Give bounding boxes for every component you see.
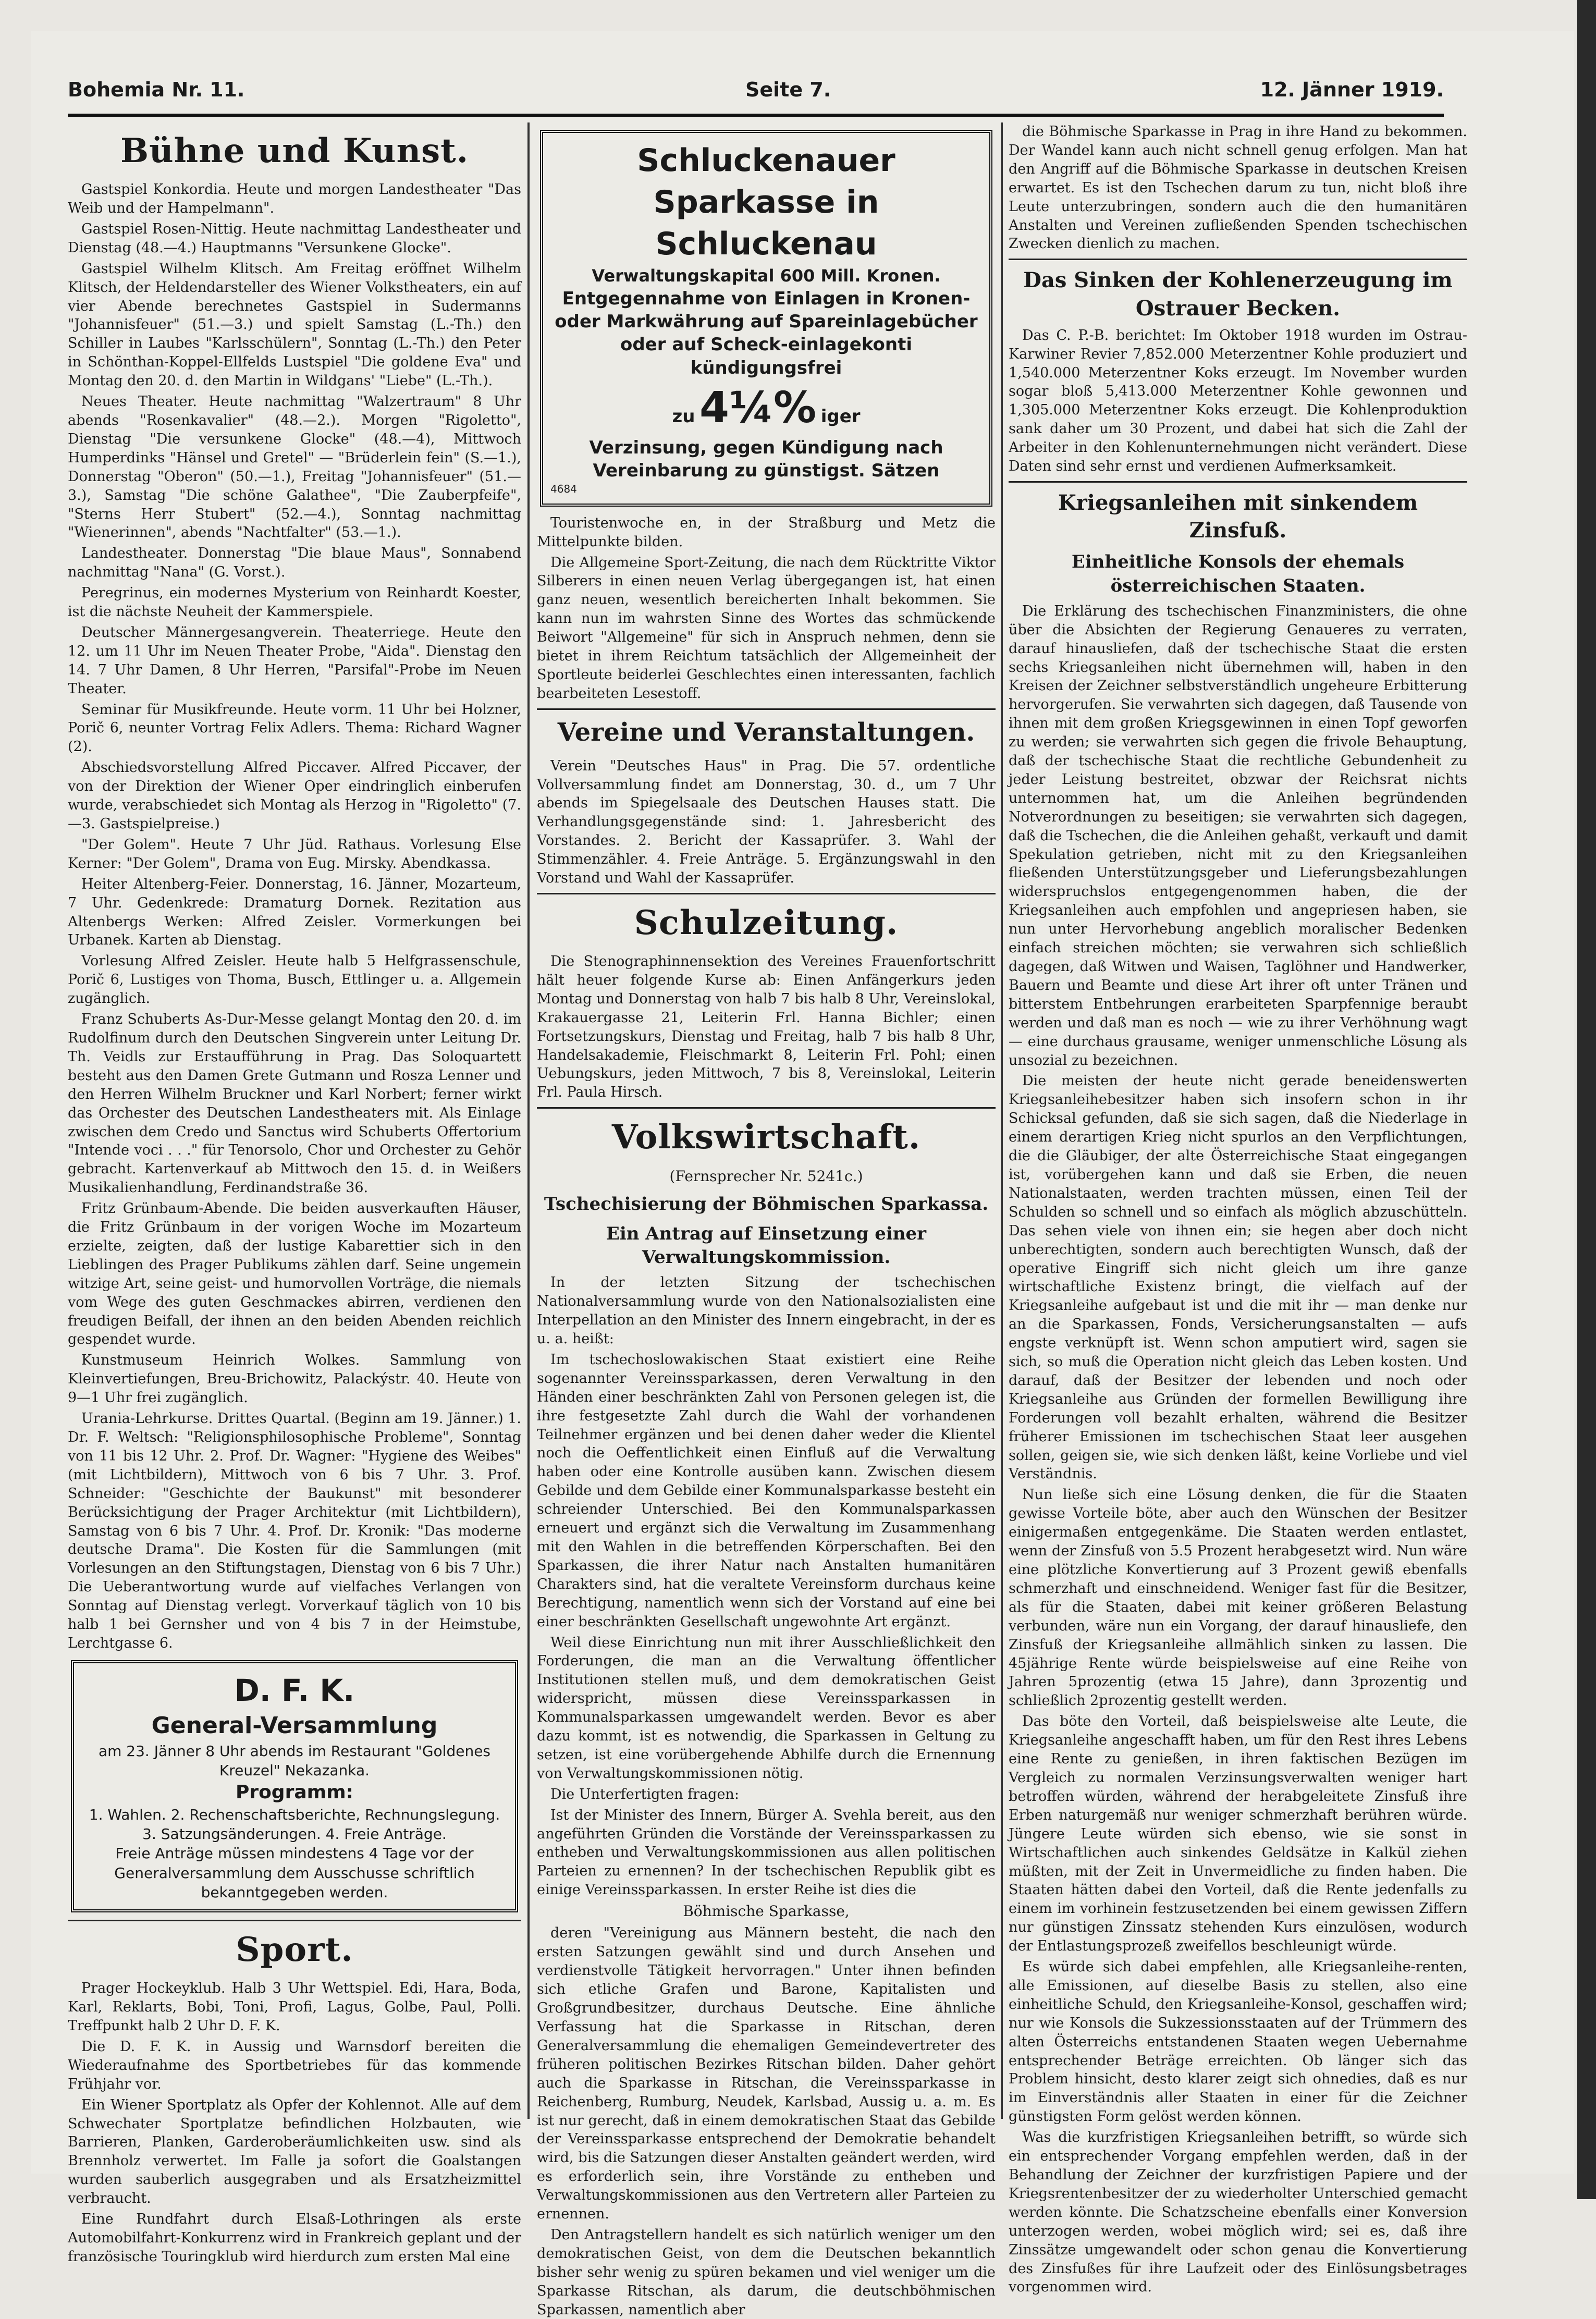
section-heading: Sport. bbox=[236, 1930, 353, 1970]
article-paragraph: Das böte den Vorteil, daß beispielsweise alte Leute, die Kriegsanleihe angeschafft haben, um für den Rest ihres Lebens eine Rente zu genießen, in ihren faktischen Bezügen im Vergleich zu normalen Verzinsungsverwalten weniger hart betroffen würden, während der herabgeleitete Zinsfuß ihre Erben naturgemäß nur weniger schmerzhaft berühren würde. Jüngere Leute würden sich ebenso, wie sie sonst in Wirtschaftlichen auch sinkendes Geldsätze in Kalkül ziehen müßten, mit der Zeit in Unvermeidliche zu finden haben. Die Staaten hätten dabei den Vorteil, daß die Rente jedenfalls zu einem im vorhinein festzusetzenden bei einem gewissen Ziffern nur günstigen Zinssatz stehenden Kurs einzulösen, wodurch der Entlastungsprozeß zweifellos beschleunigt würde. bbox=[1009, 1713, 1467, 1955]
article-paragraph: Franz Schuberts As-Dur-Messe gelangt Montag den 20. d. im Rudolfinum durch den Deutschen Singverein unter Leitung Dr. Th. Veidls zur Erstaufführung in Prag. Das Soloquartett besteht aus den Damen Grete Gutmann und Rosza Lenner und den Herren Wilhelm Bruckner und Karl Norbert; ferner wirkt das Orchester des Deutschen Landestheaters mit. Als Einlage zwischen dem Credo und Sanctus wird Schuberts Offertorium "Intende voci . . ." für Tenorsolo, Chor und Orchester zu Gehör gebracht. Kartenverkauf ab Mittwoch den 15. d. in Weißers Musikalienhandlung, Ferdinandstraße 36. bbox=[68, 1011, 521, 1196]
divider bbox=[1009, 481, 1467, 483]
article-paragraph: die Böhmische Sparkasse in Prag in ihre Hand zu bekommen. Der Wandel kann auch nicht schnell genug erfolgen. Man hat den Angriff auf die Böhmische Sparkasse in deutschen Kreisen erwartet. Es ist den Tschechen darum zu tun, nicht bloß ihre Leute unterzubringen, sondern auch die den humanitären Anstalten und Vereinen zufließenden Spenden tschechischen Zwecken dienlich zu machen. bbox=[1009, 124, 1467, 252]
ad-subtitle: General-Versammlung bbox=[151, 1712, 438, 1739]
article-heading: Kriegsanleihen mit sinkendem Zinsfuß. bbox=[1058, 490, 1418, 543]
section-heading: Vereine und Veranstaltungen. bbox=[557, 717, 975, 747]
article-paragraph: deren "Vereinigung aus Männern besteht, die nach den ersten Satzungen gewählt sind und durch Ansehen und verdienstvolle Tätigkeit hervorragen." Unter ihnen befinden sich etliche Grafen und Barone, Kapitalisten und Großgrundbesitzer, durchaus Deutsche. Eine ähnliche Verfassung hat die Sparkasse in Ritschan, deren Generalversammlung die ehemaligen Gemeindevertreter des früheren politischen Bezirkes Ritschan bilden. Daher gehört auch die Sparkasse in Ritschan, die Vereinssparkasse in Reichenberg, Rumburg, Neudek, Karlsbad, Aussig u. a. m. Es ist nur gerecht, daß in einem demokratischen Staat das Gebilde der Vereinssparkasse entsprechend der Demokratie behandelt wird, bis die Satzungen dieser Anstalten geändert werden, wird es erforderlich sein, ihre Vorstände zu entheben und Verwaltungskommissionen aus den Vertretern aller Parteien zu ernennen. bbox=[537, 1925, 996, 2223]
article-heading: Das Sinken der Kohlenerzeugung im Ostrauer Becken. bbox=[1023, 268, 1453, 321]
article-subheading: Ein Antrag auf Einsetzung einer Verwaltungskommission. bbox=[606, 1223, 927, 1268]
article-paragraph: Abschiedsvorstellung Alfred Piccaver. Alfred Piccaver, der von der Direktion der Wiener Oper eindringlich einberufen wurde, verabschiedet sich Montag als Herzog in "Rigoletto" (7.—3. Gastspielpreise.) bbox=[68, 759, 521, 832]
article-paragraph: In der letzten Sitzung der tschechischen Nationalversammlung wurde von den Nationalsozialisten eine Interpellation an den Minister des Innern eingebracht, in der es u. a. heißt: bbox=[537, 1274, 996, 1347]
ad-title: Schluckenauer Sparkasse in Schluckenau bbox=[637, 142, 895, 262]
article-paragraph: Prager Hockeyklub. Halb 3 Uhr Wettspiel. Edi, Hara, Boda, Karl, Reklarts, Bobi, Toni, Profi, Lagus, Golbe, Paul, Polli. Treffpunkt halb 2 Uhr D. F. K. bbox=[68, 1980, 521, 2034]
article-paragraph: Im tschechoslowakischen Staat existiert eine Reihe sogenannter Vereinssparkassen, deren Verwaltung in den Händen einer beschränkten Zahl von Personen gelegen ist, die ihre festgesetzte Zahl durch die Wahl der vorhandenen Teilnehmer ergänzen und bei denen daher weder die Klientel noch die Oeffentlichkeit einen Einfluß auf die Verwaltung haben oder eine Kontrolle ausüben kann. Zwischen diesem Gebilde und dem Gebilde einer Kommunalsparkasse besteht ein schreiender Unterschied. Bei den Kommunalsparkassen erneuert und ergänzt sich die Verwaltung im Zusammenhang mit den Wahlen in die betreffenden Körperschaften. Bei den Sparkassen, die ihrer Natur nach Anstalten humanitären Charakters sind, hat die veraltete Vereinsform durchaus keine Berechtigung, namentlich wenn sich der Vorstand auf eine bei einer beschränkten Gesellschaft ungewohnte Art ergänzt. bbox=[537, 1351, 996, 1630]
article-paragraph: Die Unterfertigten fragen: bbox=[550, 1786, 739, 1802]
ad-line: am 23. Jänner 8 Uhr abends im Restaurant "Goldenes Kreuzel" Nekazanka. bbox=[98, 1742, 491, 1779]
article-paragraph: Neues Theater. Heute nachmittag "Walzertraum" 8 Uhr abends "Rosenkavalier" (48.—2.). Morgen "Rigoletto", Dienstag "Die versunkene Glocke" (48.—4), Mittwoch Humperdinks "Hänsel und Gretel" — "Brüderlein fein" (S.—1.), Donnerstag "Oberon" (50.—1.), Freitag "Johannisfeuer" (51.—3.), Samstag "Die schöne Galathee", "Die Zauberpfeife", "Sterns Herr Stubert" (52.—4.), Sonntag nachmittag "Wienerinnen", abends "Nachtfalter" (53.—1.). bbox=[68, 394, 521, 541]
article-paragraph: Kunstmuseum Heinrich Wolkes. Sammlung von Kleinvertiefungen, Breu-Brichowitz, Palackýstr. 40. Heute von 9—1 Uhr frei zugänglich. bbox=[68, 1352, 521, 1406]
ad-title: D. F. K. bbox=[234, 1672, 355, 1708]
article-paragraph: Die D. F. K. in Aussig und Warnsdorf bereiten die Wiederaufnahme des Sportbetriebes für das kommende Frühjahr vor. bbox=[68, 2038, 521, 2092]
header-rule bbox=[68, 114, 1444, 117]
ad-rate-prefix: zu bbox=[672, 406, 695, 427]
article-paragraph: Urania-Lehrkurse. Drittes Quartal. (Beginn am 19. Jänner.) 1. Dr. F. Weltsch: "Religionsphilosophische Probleme", Sonntag von 11 bis 12 Uhr. 2. Prof. Dr. Wagner: "Hygiene des Weibes" (mit Lichtbildern), Mittwoch von 6 bis 7 Uhr. 3. Prof. Schneider: "Geschichte der Baukunst" mit besonderer Berücksichtigung der Prager Architektur (mit Lichtbildern), Samstag von 6 bis 7 Uhr. 4. Prof. Dr. Kronik: "Das moderne deutsche Drama". Die Kosten für die Sammlungen (mit Vorlesungen an den Stiftungstagen, Dienstag von 6 bis 7 Uhr.) Die Ueberantwortung wurde auf vielfaches Verlangen von Sonntag auf Dienstag verlegt. Vorverkauf täglich von 10 bis halb 1 bei Gernsher und von 4 bis 7 in der Heimstube, Lerchtgasse 6. bbox=[68, 1410, 521, 1651]
article-paragraph: Deutscher Männergesangverein. Theaterriege. Heute den 12. um 11 Uhr im Neuen Theater Probe, "Aida". Dienstag den 14. 7 Uhr Damen, 8 Uhr Herren, "Parsifal"-Probe im Neuen Theater. bbox=[68, 624, 521, 697]
article-paragraph: Gastspiel Konkordia. Heute und morgen Landestheater "Das Weib und der Hampelmann". bbox=[68, 181, 521, 217]
article-paragraph: Den Antragstellern handelt es sich natürlich weniger um den demokratischen Geist, von dem die Deutschen bekanntlich bisher sehr wenig zu spüren bekamen und viel weniger um die Sparkasse Ritschan, als darum, die deutschböhmischen Sparkassen, namentlich aber bbox=[537, 2226, 996, 2318]
article-paragraph: Gastspiel Wilhelm Klitsch. Am Freitag eröffnet Wilhelm Klitsch, der Heldendarsteller des Wiener Volkstheaters, ein auf vier Abende berechnetes Gastspiel in Sudermanns "Johannisfeuer" (51.—3.) und spielt Samstag (L.-Th.) den Schiller in Laubes "Karlsschülern", Sonntag (L.-Th.) den Peter in Schönthan-Koppel-Ellfelds Lustspiel "Die goldene Eva" und Montag den 20. d. den Martin in Wildgans' "Liebe" (L.-Th.). bbox=[68, 260, 521, 389]
divider bbox=[537, 1107, 996, 1109]
article-paragraph: Die meisten der heute nicht gerade beneidenswerten Kriegsanleihebesitzer haben sich insofern schon in ihr Schicksal gefunden, daß sie sich sagen, daß die Niederlage in einem derartigen Krieg nicht spurlos an den Verpflichtungen, die die Gläubiger, der alte Österreichische Staat eingegangen ist, vorübergehen kann und daß sie Erben, die neuen Nationalstaaten, werden trachten müssen, einen Teil der Schulden so schnell und so einfach als möglich abzuschütteln. Das sehen viele von ihnen ein; sie hegen aber doch nicht unberechtigten, sondern auch berechtigten Wunsch, daß der operative Eingriff sich nicht gleich um ihre ganze wirtschaftliche Existenz bringt, die vielfach auf der Kriegsanleihe aufgebaut ist und die mit ihr — man denke nur an die Sparkassen, Fonds, Versicherungsanstalten — aufs engste verknüpft ist. Wenn schon amputiert wird, sagen sie sich, so muß die Operation nicht gleich das Leben kosten. Und darauf, daß der Besitzer der lebenden und noch oder Kriegsanleihe aus Gründen der formellen Bewilligung ihre Forderungen voll bezahlt erhalten, während die Besitzer früherer Emissionen im tschechischen Staat leer ausgehen sollen, geigen sie, wie sich denken läßt, keine Vorliebe und viel Verständnis. bbox=[1009, 1073, 1467, 1482]
article-paragraph: Die Erklärung des tschechischen Finanzministers, die ohne über die Absichten der Regierung Genaueres zu verraten, darauf hinausliefen, daß der tschechische Staat die ersten sechs Kriegsanleihen nicht übernehmen will, haben in den Kreisen der Zeichner selbstverständlich ungeheure Erbitterung hervorgerufen. Sie verwahrten sich dagegen, daß Tausende von ihnen mit dem großen Kriegsgewinnen in einen Topf geworfen zu werden; sie verwahrten sich gegen die frivole Behauptung, daß der tschechische Staat die rechtliche Gebundenheit zu jeder Leistung bestreitet, obzwar der Reichsrat nichts unternommen hat, um die Anleihen begründenden Notverordnungen zu beseitigen; sie verwahrten sich dagegen, daß die Tschechen, die die Anleihen gehaßt, verkauft und damit Spekulation getrieben, nicht mit zu den Kriegsanleihen fließenden Unterstützungsgeber und Lieferungsbezahlungen widerspruchslos entgegengenommen haben, die der Kriegsanleihen auch empfohlen und angepriesen haben, sie nun unter Hervorhebung angeblich moralischer Bedenken einfach streichen möchten; sie verwahren sich schließlich dagegen, daß Witwen und Waisen, Taglöhner und Handwerker, Bauern und Beamte und diese Art ihrer oft unter Tränen und bitterstem Entbehrungen erarbeiteten Sparpfennige beraubt werden und daß man es noch — wie zu ihrer Verhöhnung wagt — eine durchaus grausame, weniger unmenschliche Lösung als unsozial zu bezeichnen. bbox=[1009, 603, 1467, 1069]
column-2 bbox=[537, 122, 996, 2318]
article-paragraph: Das C. P.-B. berichtet: Im Oktober 1918 wurden im Ostrau-Karwiner Revier 7,852.000 Meterzentner Kohle produziert und 1,540.000 Meterzentner Koks erzeugt. Im November wurden sogar bloß 5,413.000 Meterzentner Kohle gewonnen und 1,305.000 Meterzentner Koks erzeugt. Die Kohlenproduktion sank daher um 30 Prozent, und dabei hat sich die Zahl der Arbeiter in den Kohlenunternehmungen nicht verändert. Diese Daten sind sehr ernst und verdienen Aufmerksamkeit. bbox=[1009, 327, 1467, 475]
article-paragraph: Nun ließe sich eine Lösung denken, die für die Staaten gewisse Vorteile böte, aber auch den Wünschen der Besitzer einigermaßen entgegenkäme. Die Staaten werden entlastet, wenn der Zinsfuß von 5.5 Prozent herabgesetzt wird. Nun wäre eine plötzliche Konvertierung auf 3 Prozent gewiß ebenfalls schmerzhaft und einschneidend. Weniger fast für die Besitzer, als für die Staaten, dabei mit keiner größeren Belastung verbunden, wäre nun ein Vorgang, der darauf hinausliefe, den Zinsfuß der Kriegsanleihe allmählich sinken zu lassen. Die 45jährige Rente würde beispielsweise auf eine Reihe von Jahren 5prozentig (etwa 15 Jahre), dann 3prozentig und schließlich 2prozentig gestellt werden. bbox=[1009, 1487, 1467, 1709]
ad-note: Freie Anträge müssen mindestens 4 Tage vor der Generalversammlung dem Ausschusse schriftlich bekanntgegeben werden. bbox=[114, 1845, 475, 1901]
ad-capital: Verwaltungskapital 600 Mill. Kronen. bbox=[592, 266, 941, 286]
article-paragraph: Es würde sich dabei empfehlen, alle Kriegsanleihe-renten, alle Emissionen, auf dieselbe Basis zu stellen, also eine einheitliche Schuld, den Kriegsanleihe-Konsol, geschaffen wird; nur wie Konsols die Sukzessionsstaaten auf der Trümmern des alten Österreichs entstandenen Staaten wegen Uebernahme entsprechender Beträge erreichten. Ob länger sich das Problem hinsicht, desto klarer zeigt sich ohnedies, daß es nur im Einverständnis aller Staaten in einer für die Zeichner günstigsten Form gelöst werden können. bbox=[1009, 1959, 1467, 2125]
divider bbox=[68, 1920, 521, 1921]
article-paragraph: Ist der Minister des Innern, Bürger A. Svehla bereit, aus den angeführten Gründen die Vorstände der Vereinssparkassen zu entheben und Verwaltungskommissionen aus allen politischen Parteien zu ernennen? In der tschechischen Republik gibt es einige Vereinssparkassen. In erster Reihe ist dies die bbox=[537, 1807, 996, 1898]
ad-footer: Verzinsung, gegen Kündigung nach Vereinbarung zu günstigst. Sätzen bbox=[589, 437, 943, 481]
article-paragraph: Was die kurzfristigen Kriegsanleihen betrifft, so würde sich ein entsprechender Vorgang empfehlen werden, daß in der Behandlung der Zeichner der kurzfristigen Papiere und der Kriegsrentenbesitzer der zu wiederholter Unterschied gemacht werden könnte. Die Schatzscheine ebenfalls einer Konversion unterzogen werden, wobei möglich wird; sei es, daß ihre Zinssätze umgewandelt oder schon genau die Konvertierung des Zinsfußes für ihre Laufzeit oder des Einlösungsbetrages vorgenommen wird. bbox=[1009, 2129, 1467, 2296]
page-number: Seite 7. bbox=[745, 78, 831, 101]
article-paragraph: Touristenwoche en, in der Straßburg und Metz die Mittelpunkte bilden. bbox=[537, 514, 996, 550]
article-paragraph: Eine Rundfahrt durch Elsaß-Lothringen als erste Automobilfahrt-Konkurrenz wird in Frankreich geplant und der französische Touringklub wird hierdurch zum ersten Mal eine bbox=[68, 2211, 521, 2265]
divider bbox=[1009, 259, 1467, 260]
article-paragraph: Landestheater. Donnerstag "Die blaue Maus", Sonnabend nachmittag "Nana" (G. Vorst.). bbox=[68, 545, 521, 581]
article-paragraph: Die Stenographinnensektion des Vereines Frauenfortschritt hält heuer folgende Kurse ab: Einen Anfängerkurs jeden Montag und Donnerstag von halb 7 bis halb 8 Uhr, Vereinslokal, Krakauergasse 21, Leiterin Frl. Hanna Bichler; einen Fortsetzungskurs, Dienstag und Freitag, halb 7 bis halb 8 Uhr, Handelsakademie, Fleischmarkt 8, Leiterin Frl. Pohl; einen Uebungskurs, jeden Mittwoch, 7 bis 8, Vereinslokal, Leiterin Frl. Paula Hirsch. bbox=[537, 953, 996, 1101]
divider bbox=[537, 893, 996, 894]
article-paragraph: Heiter Altenberg-Feier. Donnerstag, 16. Jänner, Mozarteum, 7 Uhr. Gedenkrede: Dramaturg Dornek. Rezitation aus Altenbergs Werken: Alfred Zeisler. Vormerkungen bei Urbanek. Karten ab Dienstag. bbox=[68, 876, 521, 949]
article-paragraph: Verein "Deutsches Haus" in Prag. Die 57. ordentliche Vollversammlung findet am Donnerstag, 30. d., um 7 Uhr abends im Spiegelsaale des Deutschen Hauses statt. Die Verhandlungsgegenstände sind: 1. Jahresbericht des Vorstandes. 2. Bericht der Kassaprüfer. 3. Wahl der Stimmenzähler. 4. Freie Anträge. 5. Ergänzungswahl in den Vorstand und Wahl der Kassaprüfer. bbox=[537, 757, 996, 887]
section-heading: Schulzeitung. bbox=[634, 903, 899, 942]
article-paragraph: Peregrinus, ein modernes Mysterium von Reinhardt Koester, ist die nächste Neuheit der Kammerspiele. bbox=[68, 585, 521, 620]
article-paragraph: Vorlesung Alfred Zeisler. Heute halb 5 Helfgrassenschule, Porič 6, Lustiges von Thoma, Busch, Ettlinger u. a. Allgemein zugänglich. bbox=[68, 953, 521, 1007]
column-rule bbox=[527, 122, 530, 2119]
column-3 bbox=[1009, 122, 1467, 2296]
article-paragraph: Seminar für Musikfreunde. Heute vorm. 11 Uhr bei Holzner, Porič 6, neunter Vortrag Felix Adlers. Thema: Richard Wagner (2). bbox=[68, 701, 521, 755]
ad-rate: 4¼% bbox=[699, 383, 817, 433]
article-subheading: Einheitliche Konsols der ehemals österreichischen Staaten. bbox=[1071, 551, 1405, 596]
article-paragraph: Weil diese Einrichtung nun mit ihrer Ausschließlichkeit den Forderungen, die man an die Verwaltung öffentlicher Institutionen stellen muß, und dem demokratischen Geist widerspricht, müssen diese Vereinssparkassen in Kommunalsparkassen umgewandelt werden. Bevor es aber dazu kommt, ist es notwendig, die Sparkassen in Geltung zu setzen, ist eine vorübergehende Abhilfe durch die Ernennung von Verwaltungskommissionen nötig. bbox=[537, 1634, 996, 1782]
ad-program-label: Programm: bbox=[235, 1782, 354, 1803]
page-header bbox=[68, 78, 1444, 109]
ad-rate-suffix: iger bbox=[820, 406, 861, 427]
ad-program-items: 1. Wahlen. 2. Rechenschaftsberichte, Rechnungslegung. 3. Satzungsänderungen. 4. Freie Anträge. bbox=[89, 1806, 500, 1843]
sparkasse-advertisement bbox=[540, 130, 992, 507]
scan-edge bbox=[1577, 0, 1596, 2199]
section-subtitle: (Fernsprecher Nr. 5241c.) bbox=[669, 1168, 863, 1185]
article-paragraph: Fritz Grünbaum-Abende. Die beiden ausverkauften Häuser, die Fritz Grünbaum in der vorigen Woche im Mozarteum erzielte, zeigten, daß der lustige Kabarettier sich in den Lieblingen des Prager Publikums zählen darf. Seine ungemein witzige Art, seine geist- und humorvollen Vorträge, die niemals vom Wege des guten Geschmackes abirren, verdienen den freudigen Beifall, der ihnen an den beiden Abenden reichlich gespendet wurde. bbox=[68, 1200, 521, 1348]
article-paragraph: "Der Golem". Heute 7 Uhr Jüd. Rathaus. Vorlesung Else Kerner: "Der Golem", Drama von Eug. Mirsky. Abendkassa. bbox=[68, 836, 521, 872]
issue-number: Bohemia Nr. 11. bbox=[68, 78, 245, 101]
article-paragraph: Ein Wiener Sportplatz als Opfer der Kohlennot. Alle auf dem Schwechater Sportplatze befindlichen Holzbauten, wie Barrieren, Planken, Garderoberäumlichkeiten usw. sind als Brennholz verwertet. Im Falle ja sofort die Goalstangen wurden sauberlich ausgegraben und als Ersatzheizmittel verbraucht. bbox=[68, 2096, 521, 2207]
dfk-advertisement bbox=[71, 1660, 518, 1912]
ad-body: Entgegennahme von Einlagen in Kronen- oder Markwährung auf Spareinlagebücher oder auf Scheck-einlagekonti kündigungsfrei bbox=[555, 288, 978, 378]
article-paragraph: Die Allgemeine Sport-Zeitung, die nach dem Rücktritte Viktor Silberers in einen neuen Verlag übergegangen ist, hat einen ganz neuen, wesentlich bereicherten Inhalt bekommen. Sie kann nun im wahrsten Sinne des Wortes das schmückende Beiwort "Allgemeine" für sich in Anspruch nehmen, denn sie bietet in ihrem Reichtum tatsächlich der Allgemeinheit der Sportleute beiderlei Geschlechtes einen interessanten, fachlich bearbeiteten Lesestoff. bbox=[537, 554, 996, 702]
divider bbox=[537, 708, 996, 710]
article-subtitle: Böhmische Sparkasse, bbox=[683, 1903, 850, 1920]
ad-number: 4684 bbox=[550, 483, 577, 496]
column-1 bbox=[68, 122, 521, 2265]
section-heading: Bühne und Kunst. bbox=[120, 131, 469, 170]
article-paragraph: Gastspiel Rosen-Nittig. Heute nachmittag Landestheater und Dienstag (48.—4.) Hauptmanns "Versunkene Glocke". bbox=[68, 220, 521, 256]
section-heading: Volkswirtschaft. bbox=[611, 1118, 921, 1157]
article-heading: Tschechisierung der Böhmischen Sparkassa. bbox=[544, 1193, 989, 1214]
column-rule bbox=[1001, 122, 1003, 2119]
issue-date: 12. Jänner 1919. bbox=[1260, 78, 1444, 101]
